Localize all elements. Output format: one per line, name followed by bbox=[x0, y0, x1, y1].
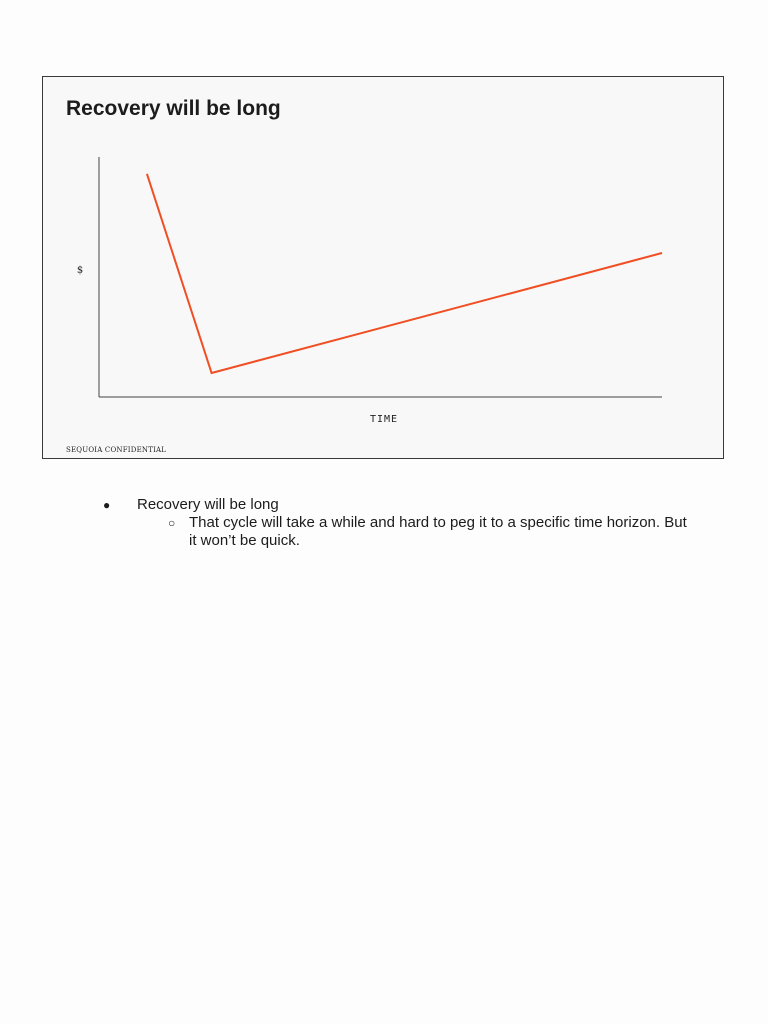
sub-bullet-item bbox=[100, 514, 720, 550]
y-axis-label: $ bbox=[76, 265, 84, 276]
bullet-item bbox=[100, 496, 720, 514]
bullet-icon: ● bbox=[103, 498, 111, 512]
confidential-footer: SEQUOIA CONFIDENTIAL bbox=[66, 446, 167, 454]
bullet-text: Recovery will be long bbox=[137, 496, 279, 513]
recovery-chart bbox=[43, 77, 725, 460]
sub-bullet-icon: ○ bbox=[168, 516, 176, 530]
slide-title: Recovery will be long bbox=[66, 97, 281, 120]
slide-thumbnail bbox=[42, 76, 724, 459]
series-line-recovery bbox=[147, 174, 662, 373]
speaker-notes bbox=[100, 496, 720, 550]
x-axis-label: TIME bbox=[369, 414, 399, 425]
sub-bullet-text: That cycle will take a while and hard to peg it to a specific time horizon. But it won’t be quick. bbox=[189, 514, 687, 549]
